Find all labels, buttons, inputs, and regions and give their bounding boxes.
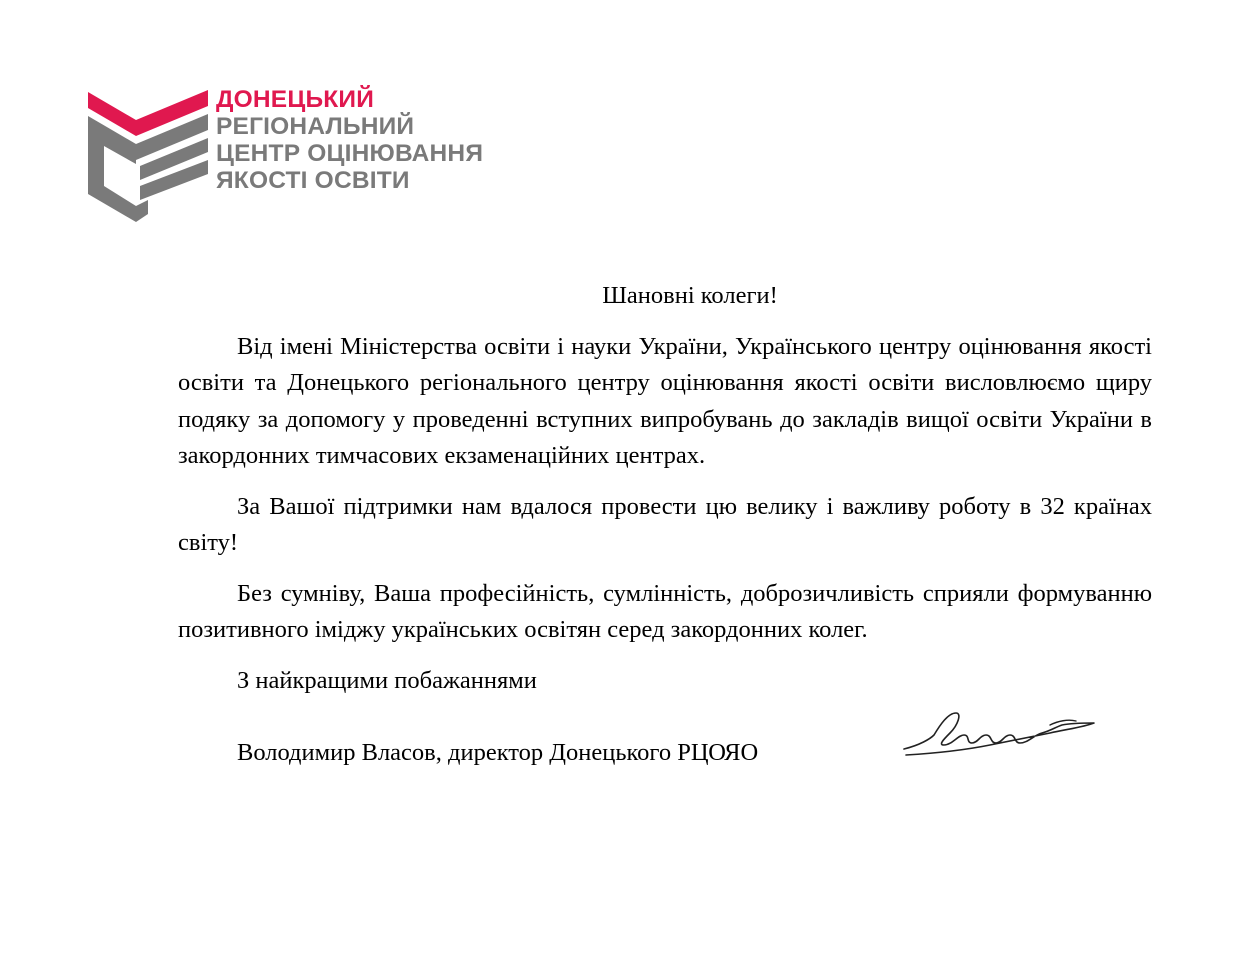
logo-line-3: ЦЕНТР ОЦІНЮВАННЯ [216,140,484,167]
paragraph-professionalism: Без сумніву, Ваша професійність, сумлінність, доброзичливість сприяли формуванню позитивного іміджу українських освітян серед закордонних колег. [178,579,1152,643]
handwritten-signature-icon [900,705,1100,761]
organization-logo [86,86,486,222]
paragraph-gratitude: Від імені Міністерства освіти і науки України, Українського центру оцінювання якості освіти та Донецького регіонального центру оцінювання якості освіти висловлюємо щиру подяку за допомогу у проведенні вступних випробувань до закладів вищої освіти України в закордонних тимчасових екзаменаційних центрах. [178,332,1152,469]
logo-line-2: РЕГІОНАЛЬНИЙ [216,113,415,140]
closing-phrase: З найкращими побажаннями [237,666,537,694]
book-emblem-icon [86,86,210,222]
signature-line [178,735,1152,772]
salutation: Шановні колеги! [602,282,778,309]
logo-line-4: ЯКОСТІ ОСВІТИ [216,167,410,194]
letter-body [178,278,1152,772]
logo-wordmark [216,86,483,194]
paragraph-support: За Вашої підтримки нам вдалося провести цю велику і важливу роботу в 32 країнах світу! [178,492,1152,556]
signatory-name: Володимир Власов, директор Донецького РЦОЯО [237,739,759,766]
logo-line-1: ДОНЕЦЬКИЙ [216,86,375,113]
